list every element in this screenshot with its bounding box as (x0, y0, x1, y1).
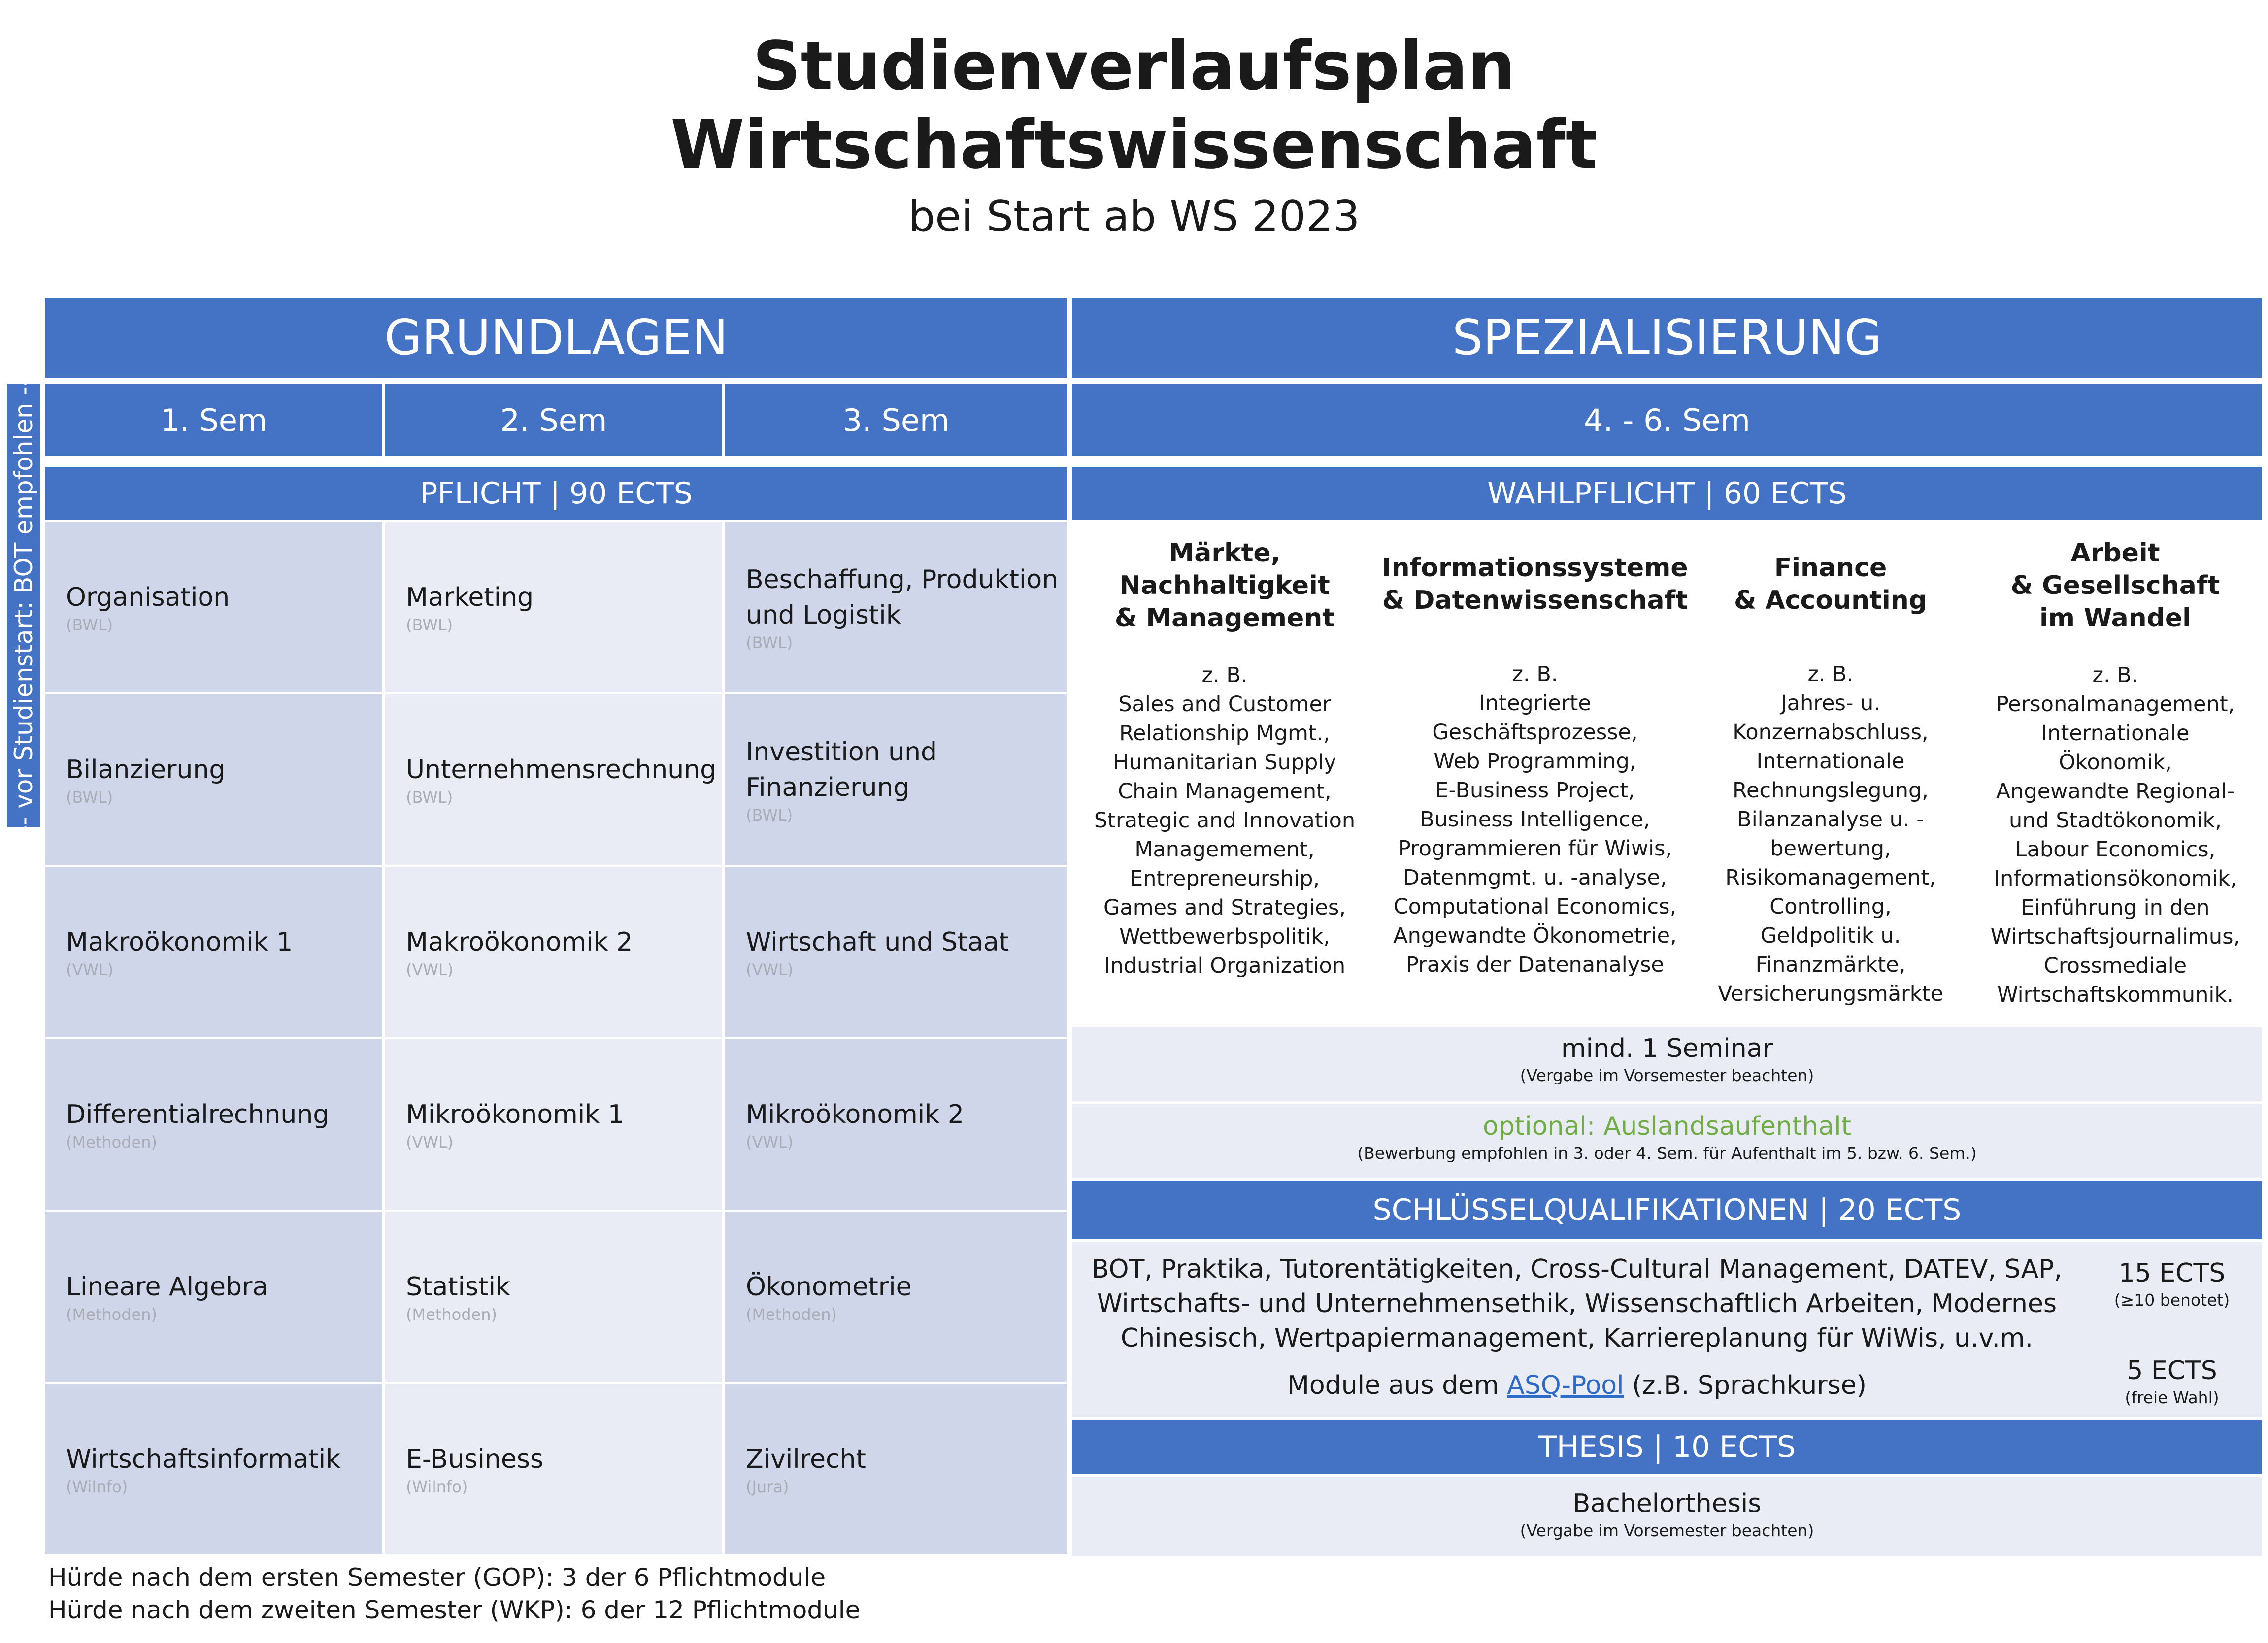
module-category: (Methoden) (66, 1133, 157, 1151)
area-item: und Stadtökonomik, (2008, 808, 2222, 833)
module-name: Makroökonomik 2 (406, 927, 633, 957)
section-spezialisierung: SPEZIALISIERUNG (1072, 298, 2262, 378)
module-name: Lineare Algebra (66, 1272, 268, 1302)
module-name: Mikroökonomik 1 (406, 1100, 624, 1129)
pflicht-module (725, 867, 1067, 1037)
wahlpflicht-area (1377, 522, 1693, 1024)
area-item: Einführung in den (2021, 895, 2210, 920)
area-item: Wirtschaftskommunik. (1997, 983, 2234, 1007)
area-item: Strategic and Innovation (1094, 808, 1356, 833)
ausland-row (1072, 1104, 2262, 1178)
module-category: (Jura) (746, 1478, 789, 1496)
semester-2-header: 2. Sem (385, 384, 722, 456)
area-item: bewertung, (1770, 836, 1891, 861)
thesis-row (1072, 1477, 2262, 1556)
module-category: (BWL) (406, 788, 453, 807)
area-item: Internationale (2041, 721, 2190, 746)
module-category: (Methoden) (66, 1305, 157, 1324)
module-category: (VWL) (746, 960, 794, 979)
area-item: Geldpolitik u. (1760, 923, 1901, 948)
module-category: (BWL) (406, 616, 453, 634)
area-item: Industrial Organization (1103, 953, 1346, 978)
footer-line-1: Hürde nach dem ersten Semester (GOP): 3 der 6 Pflichtmodule (48, 1563, 826, 1592)
semester-1-header: 1. Sem (45, 384, 382, 456)
module-category: (Methoden) (746, 1305, 837, 1324)
wahlpflicht-areas (1072, 522, 2262, 1024)
module-name: Beschaffung, Produktion und Logistik (746, 565, 1059, 630)
wahlpflicht-header: WAHLPFLICHT | 60 ECTS (1072, 467, 2262, 520)
area-item: Risikomanagement, (1725, 865, 1936, 890)
area-intro: z. B. (1201, 663, 1248, 688)
module-category: (VWL) (66, 960, 114, 979)
title-line-2: Wirtschaftswissenschaft (670, 106, 1598, 184)
area-item: Chain Management, (1118, 779, 1332, 804)
area-item: Internationale (1756, 749, 1905, 774)
area-item: Versicherungsmärkte (1718, 982, 1943, 1006)
area-item: Labour Economics, (2015, 837, 2216, 862)
module-name: Zivilrecht (746, 1445, 866, 1474)
module-name: Mikroökonomik 2 (746, 1100, 964, 1129)
wahlpflicht-area (1693, 522, 1968, 1024)
area-item: Entrepreneurship, (1129, 866, 1320, 891)
module-category: (VWL) (406, 960, 454, 979)
area-item: Informationsökonomik, (1994, 866, 2237, 891)
area-title: Finance & Accounting (1734, 553, 1928, 615)
module-name: Marketing (406, 583, 534, 612)
module-name: Investition und Finanzierung (746, 737, 937, 802)
pflicht-module (45, 1039, 382, 1210)
pflicht-module (385, 1212, 722, 1382)
area-item: Controlling, (1769, 894, 1892, 919)
area-item: Web Programming, (1434, 749, 1636, 774)
area-item: Integrierte (1479, 691, 1591, 716)
thesis-name: Bachelorthesis (1572, 1489, 1762, 1518)
ects-15: 15 ECTS (≥10 benotet) (2114, 1258, 2230, 1310)
module-category: (WiInfo) (66, 1478, 128, 1496)
footer-line-2: Hürde nach dem zweiten Semester (WKP): 6 der 12 Pflichtmodule (48, 1596, 861, 1624)
module-name: Ökonometrie (746, 1272, 912, 1302)
pflicht-module (725, 522, 1067, 692)
schluessel-header: SCHLÜSSELQUALIFIKATIONEN | 20 ECTS (1072, 1181, 2262, 1239)
module-category: (VWL) (406, 1133, 454, 1151)
area-item: Business Intelligence, (1420, 807, 1650, 832)
area-item: Bilanzanalyse u. - (1737, 807, 1924, 832)
module-category: (BWL) (746, 633, 793, 652)
pflicht-module (385, 1039, 722, 1210)
area-item: Angewandte Regional- (1996, 779, 2235, 804)
area-item: Wirtschaftsjournalimus, (1990, 924, 2240, 949)
wahlpflicht-area (1968, 522, 2262, 1024)
area-item: Geschäftsprozesse, (1432, 720, 1638, 745)
area-item: Computational Economics, (1393, 894, 1677, 919)
module-name: Makroökonomik 1 (66, 927, 293, 957)
module-name: Organisation (66, 583, 230, 612)
area-intro: z. B. (1807, 662, 1854, 687)
area-item: Konzernabschluss, (1733, 720, 1929, 745)
module-name: Statistik (406, 1272, 511, 1302)
pflicht-module (385, 694, 722, 865)
area-title: Informationssysteme & Datenwissenschaft (1382, 553, 1688, 615)
pflicht-grid (45, 522, 1067, 1556)
module-name: Differentialrechnung (66, 1100, 330, 1129)
semester-3-header: 3. Sem (725, 384, 1067, 456)
pflicht-module (385, 867, 722, 1037)
section-grundlagen: GRUNDLAGEN (45, 298, 1067, 378)
module-category: (BWL) (66, 788, 113, 807)
schluessel-body (1072, 1242, 2262, 1417)
thesis-note: (Vergabe im Vorsemester beachten) (1520, 1521, 1814, 1540)
schluessel-lines: BOT, Praktika, Tutorentätigkeiten, Cross-Cultural Management, DATEV, SAP, Wirtschafts- und Unternehmensethik, Wissenschaftlich Arbeiten, Modernes Chinesisch, Wertpapiermanagement, Karriereplanung für WiWis, u.v.m. (1091, 1254, 2063, 1353)
pflicht-module (385, 522, 722, 692)
area-item: Rechnungslegung, (1733, 778, 1929, 803)
side-note: --- vor Studienstart: BOT empfohlen --- (7, 384, 40, 827)
area-item: Ökonomik, (2059, 750, 2172, 775)
module-category: (Methoden) (406, 1305, 497, 1324)
area-item: Relationship Mgmt., (1119, 721, 1331, 746)
pflicht-module (725, 1384, 1067, 1554)
pflicht-module (45, 694, 382, 865)
pflicht-module (45, 1212, 382, 1382)
seminar-label: mind. 1 Seminar (1561, 1034, 1773, 1063)
area-item: Programmieren für Wiwis, (1398, 836, 1672, 861)
area-intro: z. B. (2092, 663, 2138, 688)
pflicht-header: PFLICHT | 90 ECTS (45, 467, 1067, 520)
ausland-label: optional: Auslandsaufenthalt (1483, 1112, 1851, 1141)
module-category: (BWL) (746, 806, 793, 824)
area-item: Crossmediale (2043, 953, 2187, 978)
area-item: E-Business Project, (1435, 778, 1635, 803)
area-item: Praxis der Datenanalyse (1406, 953, 1664, 977)
area-item: Datenmgmt. u. -analyse, (1403, 865, 1667, 890)
pflicht-module (725, 1212, 1067, 1382)
title-line-1: Studienverlaufsplan (752, 28, 1516, 105)
module-category: (BWL) (66, 616, 113, 634)
area-item: Games and Strategies, (1103, 895, 1346, 920)
area-item: Wettbewerbspolitik, (1119, 924, 1330, 949)
module-name: Wirtschaft und Staat (746, 927, 1009, 957)
module-category: (WiInfo) (406, 1478, 468, 1496)
area-item: Managemement, (1134, 837, 1315, 862)
pflicht-module (45, 867, 382, 1037)
module-category: (VWL) (746, 1133, 794, 1151)
pflicht-module (725, 694, 1067, 865)
semester-4-6-header: 4. - 6. Sem (1072, 384, 2262, 456)
area-item: Angewandte Ökonometrie, (1393, 923, 1677, 948)
area-item: Sales and Customer (1118, 692, 1331, 717)
area-item: Jahres- u. (1781, 691, 1880, 716)
area-title: Märkte, Nachhaltigkeit & Management (1114, 538, 1335, 633)
pflicht-module (385, 1384, 722, 1554)
module-name: E-Business (406, 1445, 544, 1474)
seminar-note: (Vergabe im Vorsemester beachten) (1520, 1066, 1814, 1085)
pflicht-module (45, 1384, 382, 1554)
module-name: Unternehmensrechnung (406, 755, 717, 785)
pflicht-module (45, 522, 382, 692)
area-item: Personalmanagement, (1996, 692, 2235, 717)
wahlpflicht-area (1072, 522, 1377, 1024)
seminar-row (1072, 1027, 2262, 1101)
subtitle: bei Start ab WS 2023 (908, 192, 1360, 241)
area-title: Arbeit & Gesellschaft im Wandel (2010, 538, 2220, 633)
pflicht-module (725, 1039, 1067, 1210)
module-name: Wirtschaftsinformatik (66, 1445, 341, 1474)
ausland-note: (Bewerbung empfohlen in 3. oder 4. Sem. für Aufenthalt im 5. bzw. 6. Sem.) (1357, 1144, 1977, 1163)
area-intro: z. B. (1512, 662, 1558, 687)
asq-line: Module aus dem ASQ-Pool (z.B. Sprachkurse) (1287, 1371, 1867, 1400)
area-item: Finanzmärkte, (1755, 953, 1906, 977)
thesis-header: THESIS | 10 ECTS (1072, 1420, 2262, 1474)
asq-pool-link[interactable]: ASQ-Pool (1507, 1371, 1624, 1400)
ects-5: 5 ECTS (freie Wahl) (2125, 1356, 2219, 1407)
area-item: Humanitarian Supply (1113, 750, 1336, 775)
module-name: Bilanzierung (66, 755, 226, 785)
